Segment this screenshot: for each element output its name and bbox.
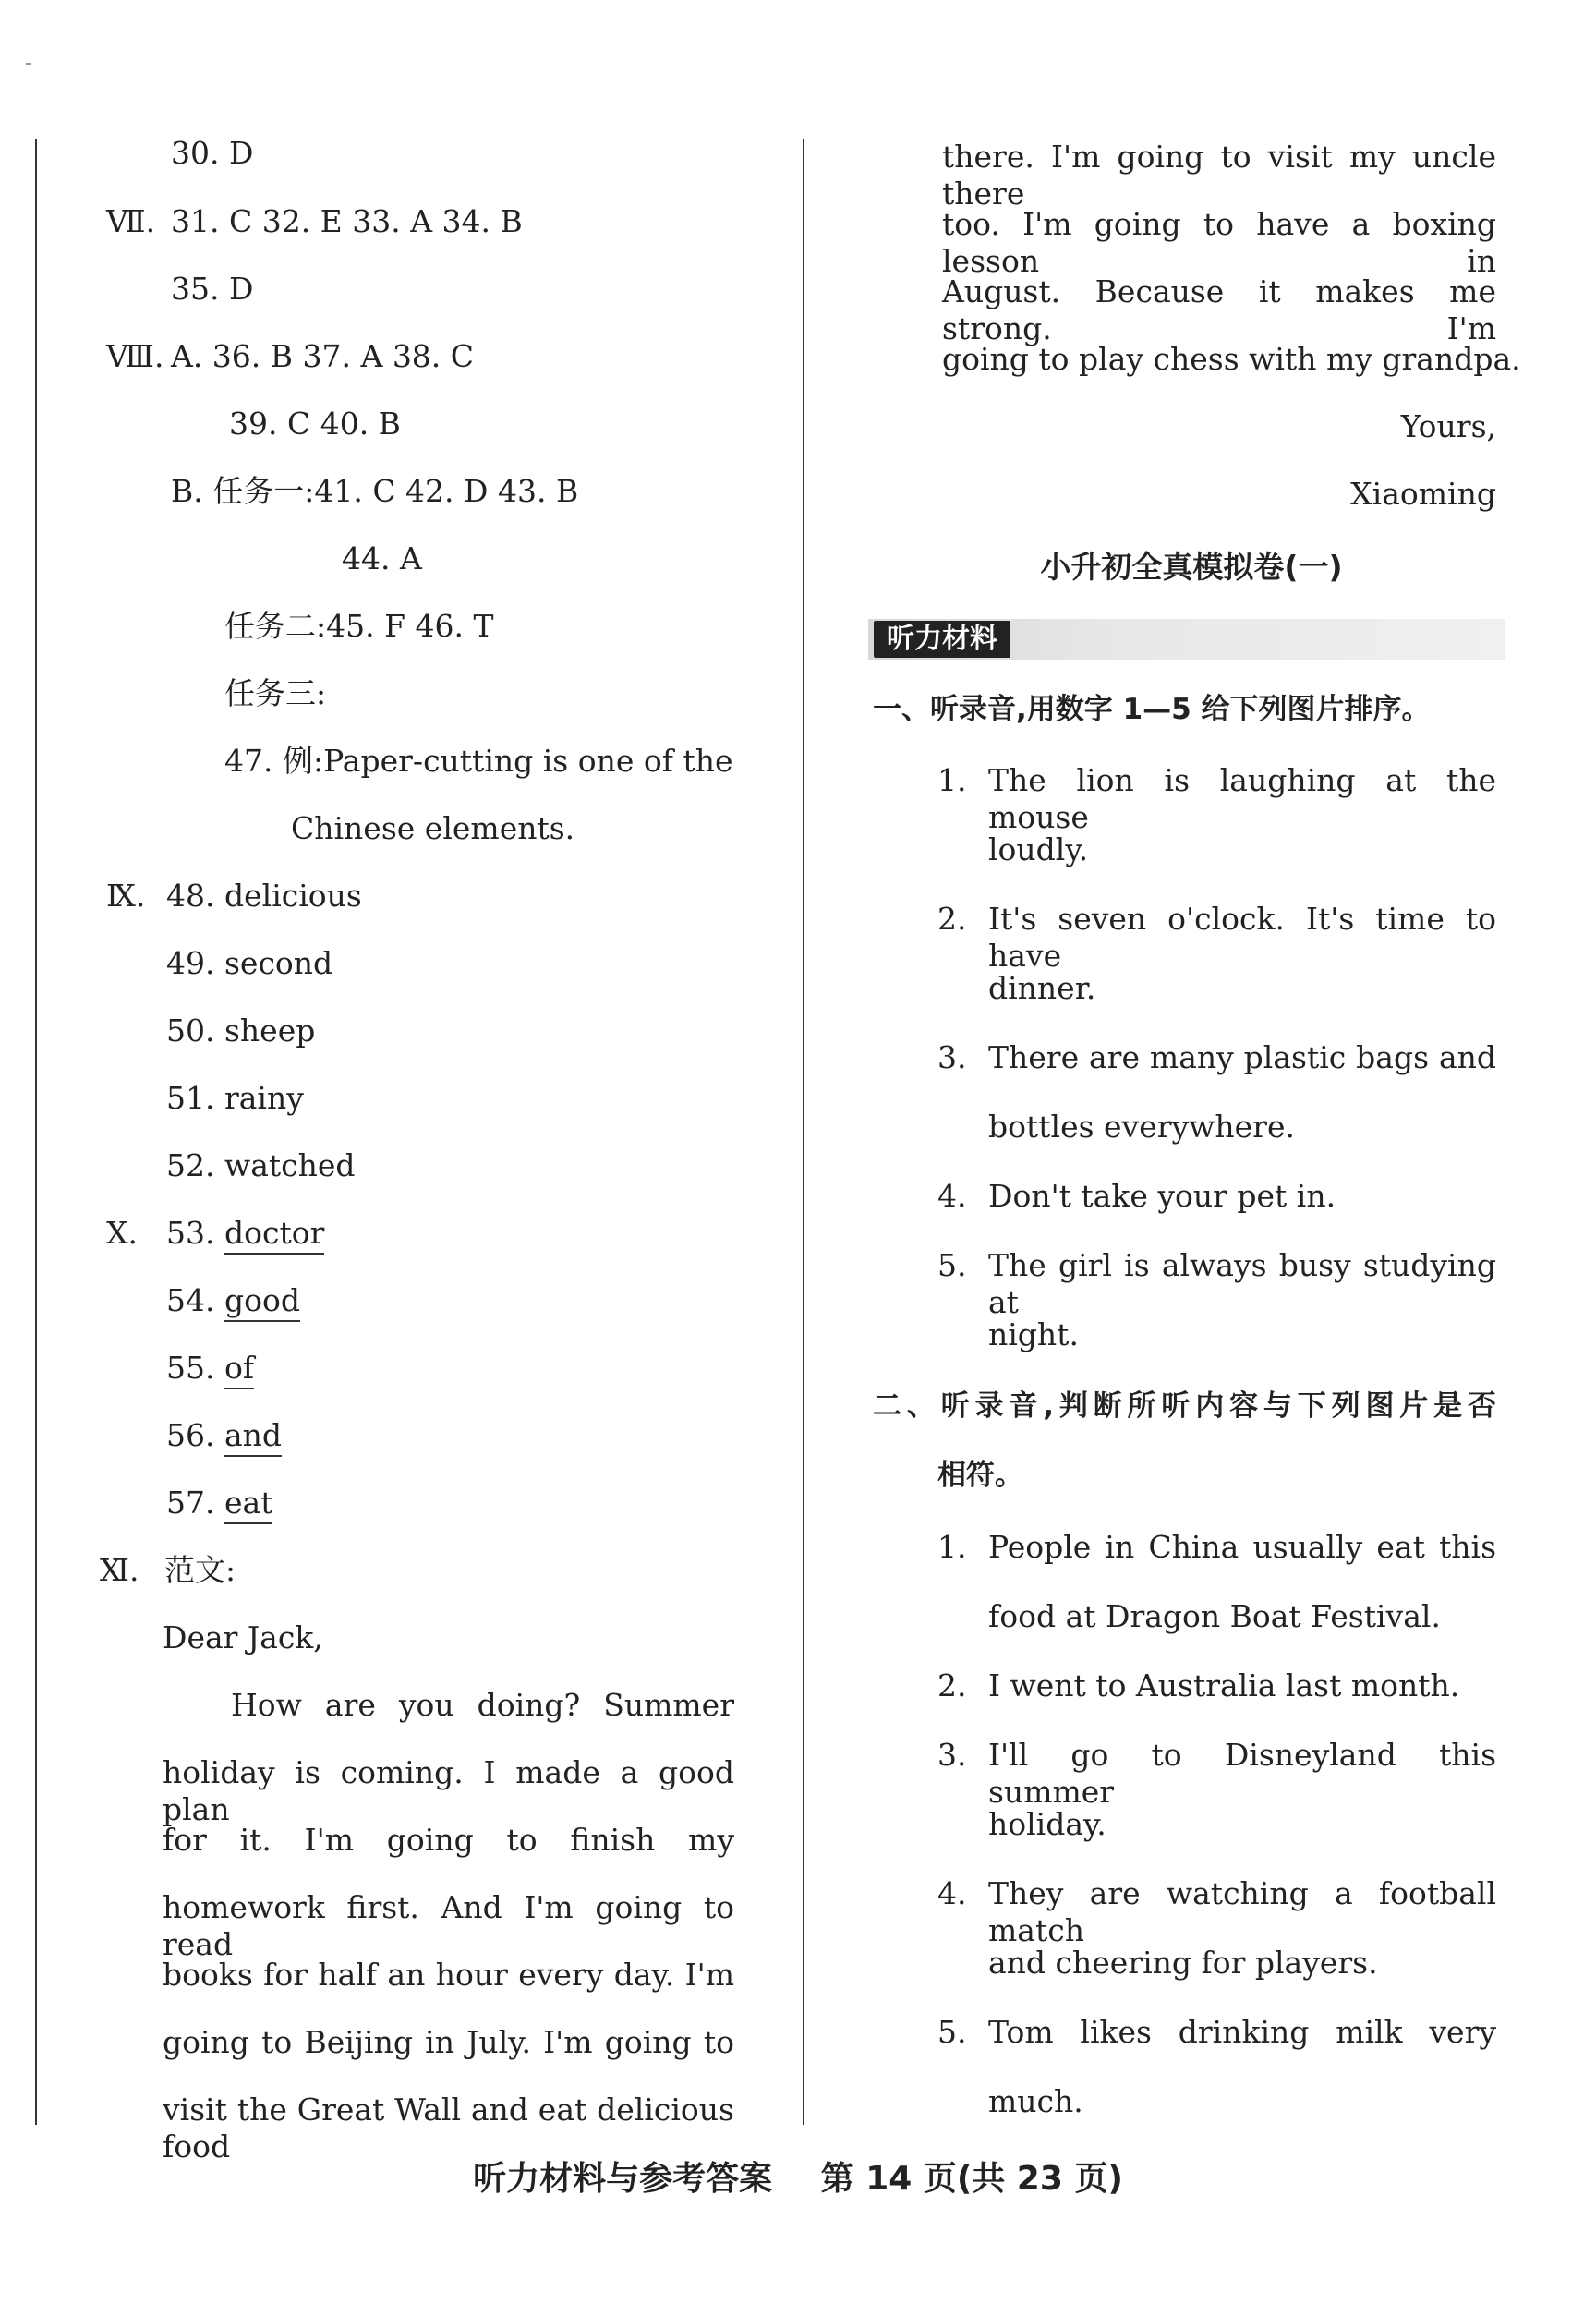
task2-answers: 任务二:45. F 46. T (224, 608, 494, 644)
item-num: 3. (937, 1039, 967, 1075)
scan-mark (26, 63, 31, 65)
section-banner (868, 619, 1505, 660)
task1-answers: B. 任务一:41. C 42. D 43. B (171, 473, 579, 509)
item-num: 1. (937, 762, 967, 798)
letter-line: going to play chess with my grandpa. (942, 341, 1521, 377)
letter-line: for it. I'm going to finish my (163, 1822, 734, 1858)
letter-greeting: Dear Jack, (163, 1619, 323, 1655)
answers-31-34: 31. C 32. E 33. A 34. B (171, 203, 523, 239)
item-text: night. (988, 1316, 1079, 1352)
list-item: 53. doctor (166, 1215, 324, 1252)
letter-line: too. I'm going to have a boxing lesson in (942, 206, 1496, 279)
section-viii-label: Ⅷ. (106, 338, 164, 374)
list-item: 51. rainy (166, 1080, 304, 1116)
item-text: Don't take your pet in. (988, 1178, 1336, 1214)
list-item: 55. of (166, 1350, 254, 1387)
item-num: 5. (937, 1247, 967, 1283)
answers-39-40: 39. C 40. B (229, 406, 401, 442)
answer-47-line1: 47. 例:Paper-cutting is one of the (224, 743, 733, 779)
exam-title: 小升初全真模拟卷(一) (1040, 549, 1343, 585)
section2-heading: 二、听录音,判断所听内容与下列图片是否 (873, 1389, 1496, 1423)
item-text: I went to Australia last month. (988, 1667, 1460, 1704)
left-margin-rule (35, 139, 37, 2125)
task3-label: 任务三: (224, 675, 327, 711)
item-text: They are watching a football match (988, 1875, 1496, 1948)
banner-label: 听力材料 (874, 621, 1010, 658)
list-item: 48. delicious (166, 878, 362, 914)
letter-line: holiday is coming. I made a good plan (163, 1754, 734, 1827)
letter-line: visit the Great Wall and eat delicious food (163, 2092, 734, 2164)
section-xi-label: Ⅺ. (100, 1552, 139, 1588)
letter-signature: Xiaoming (1350, 476, 1496, 512)
item-text: bottles everywhere. (988, 1109, 1295, 1145)
item-text: Tom likes drinking milk very (988, 2014, 1496, 2050)
list-item: 52. watched (166, 1147, 356, 1183)
item-text: It's seven o'clock. It's time to have (988, 901, 1496, 974)
section1-heading: 一、听录音,用数字 1—5 给下列图片排序。 (873, 693, 1431, 726)
letter-line: there. I'm going to visit my uncle there (942, 139, 1496, 212)
item-text: and cheering for players. (988, 1945, 1378, 1981)
page-footer (0, 2152, 1596, 2200)
item-text: loudly. (988, 831, 1089, 867)
list-item: 57. eat (166, 1485, 272, 1522)
list-item: 56. and (166, 1417, 282, 1454)
item-text: The girl is always busy studying at (988, 1247, 1496, 1320)
letter-sign-off: Yours, (1400, 408, 1496, 444)
item-num: 5. (937, 2014, 967, 2050)
answer-47-line2: Chinese elements. (291, 810, 575, 846)
list-item: 50. sheep (166, 1012, 316, 1049)
letter-line: August. Because it makes me strong. I'm (942, 273, 1496, 346)
letter-line: How are you doing? Summer (231, 1687, 734, 1723)
item-text: dinner. (988, 970, 1096, 1006)
answer-44: 44. A (342, 540, 422, 576)
item-num: 4. (937, 1178, 967, 1214)
item-text: There are many plastic bags and (988, 1039, 1496, 1075)
footer-title: 听力材料与参考答案 (473, 2160, 773, 2198)
page-number: 第 14 页(共 23 页) (820, 2160, 1123, 2198)
item-num: 1. (937, 1529, 967, 1565)
item-num: 2. (937, 1667, 967, 1704)
answers-36-38: A. 36. B 37. A 38. C (171, 338, 475, 374)
item-num: 3. (937, 1737, 967, 1773)
item-num: 4. (937, 1875, 967, 1911)
section-ix-label: Ⅸ. (106, 878, 146, 914)
section-vii-label: Ⅶ. (106, 203, 156, 239)
item-text: People in China usually eat this (988, 1529, 1496, 1565)
answer-30: 30. D (171, 135, 254, 171)
letter-line: homework first. And I'm going to read (163, 1889, 734, 1962)
item-text: much. (988, 2083, 1083, 2119)
item-text: I'll go to Disneyland this summer (988, 1737, 1496, 1810)
section-x-label: Ⅹ. (106, 1215, 138, 1251)
list-item: 49. second (166, 945, 333, 981)
item-num: 2. (937, 901, 967, 937)
answer-35: 35. D (171, 271, 254, 307)
column-divider (803, 139, 804, 2125)
letter-line: books for half an hour every day. I'm (163, 1957, 734, 1993)
list-item: 54. good (166, 1282, 300, 1319)
item-text: The lion is laughing at the mouse (988, 762, 1496, 835)
letter-line: going to Beijing in July. I'm going to (163, 2024, 734, 2060)
sample-essay-label: 范文: (164, 1552, 236, 1588)
item-text: food at Dragon Boat Festival. (988, 1598, 1441, 1634)
item-text: holiday. (988, 1806, 1106, 1842)
section2-heading-cont: 相符。 (937, 1459, 1023, 1492)
